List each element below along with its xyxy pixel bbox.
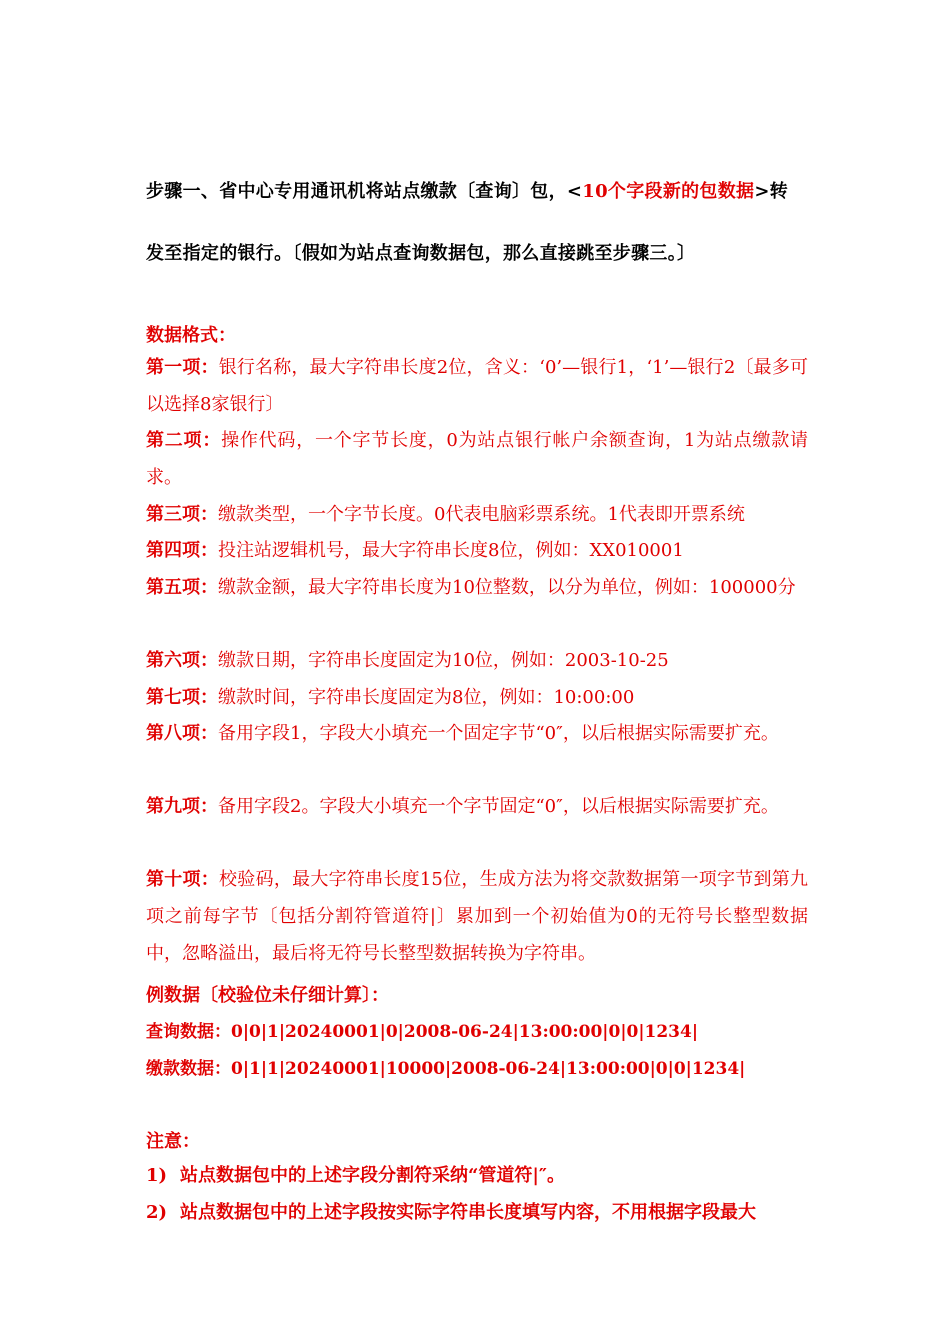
item-1	[146, 349, 808, 423]
item-7-text: 缴款时间，字符串长度固定为8位，例如：10:00:00	[218, 687, 635, 708]
item-10-label: 第十项：	[146, 869, 220, 890]
item-8-text: 备用字段1，字段大小填充一个固定字节“0″，以后根据实际需要扩充。	[218, 723, 779, 744]
format-heading: 数据格式：	[146, 325, 236, 346]
item-7-label: 第七项：	[146, 687, 218, 708]
item-4-text: 投注站逻辑机号，最大字符串长度8位，例如：XX010001	[218, 540, 684, 561]
item-10-text: 校验码，最大字符串长度15位，生成方法为将交款数据第一项字节到第九项之前每字节〔包括分割符管道符|〕累加到一个初始值为0的无符号长整型数据中，忽略溢出，最后将无符号长整型数据转换为字符串。	[146, 869, 809, 964]
note-1-number: 1)	[146, 1165, 168, 1186]
item-1-label: 第一项：	[146, 357, 219, 378]
item-3	[146, 496, 808, 533]
note-2	[146, 1198, 808, 1224]
pay-example: 缴款数据：0|1|1|20240001|10000|2008-06-24|13:00:00|0|0|1234|	[146, 1059, 746, 1079]
item-5	[146, 569, 808, 606]
item-7	[146, 679, 808, 716]
item-6	[146, 642, 808, 679]
step1-line1-post: >转	[754, 181, 789, 202]
note-2-number: 2)	[146, 1202, 168, 1223]
item-2	[146, 422, 808, 496]
item-6-label: 第六项：	[146, 650, 218, 671]
item-9	[146, 788, 808, 825]
item-8-label: 第八项：	[146, 723, 218, 744]
item-4	[146, 532, 808, 569]
step1-line1-pre: 步骤一、省中心专用通讯机将站点缴款〔查询〕包，<	[146, 181, 583, 202]
item-10	[146, 861, 808, 972]
note-1-text: 站点数据包中的上述字段分割符采纳“管道符|″。	[180, 1165, 565, 1186]
item-5-text: 缴款金额，最大字符串长度为10位整数，以分为单位，例如：100000分	[218, 577, 796, 598]
example-heading: 例数据〔校验位未仔细计算〕：	[146, 985, 389, 1006]
item-3-text: 缴款类型，一个字节长度。0代表电脑彩票系统。1代表即开票系统	[218, 504, 745, 525]
step1-line1	[146, 177, 808, 203]
item-4-label: 第四项：	[146, 540, 218, 561]
notes-heading: 注意：	[146, 1131, 200, 1152]
item-6-text: 缴款日期，字符串长度固定为10位，例如：2003-10-25	[218, 650, 669, 671]
item-9-label: 第九项：	[146, 796, 218, 817]
step1-highlight: 10个字段新的包数据	[582, 181, 755, 202]
item-8	[146, 715, 808, 752]
item-5-label: 第五项：	[146, 577, 218, 598]
step1-line2: 发至指定的银行。〔假如为站点查询数据包，那么直接跳至步骤三。〕	[146, 243, 696, 264]
item-1-text: 银行名称，最大字符串长度2位，含义：‘0’—银行1，‘1’—银行2〔最多可以选择8家银行〕	[146, 357, 808, 415]
note-2-text: 站点数据包中的上述字段按实际字符串长度填写内容，不用根据字段最大	[180, 1202, 756, 1223]
item-2-text: 操作代码，一个字节长度，0为站点银行帐户余额查询，1为站点缴款请求。	[146, 430, 809, 488]
note-1	[146, 1161, 808, 1187]
item-9-text: 备用字段2。字段大小填充一个字节固定“0″，以后根据实际需要扩充。	[218, 796, 779, 817]
item-2-label: 第二项：	[146, 430, 222, 451]
query-example: 查询数据：0|0|1|20240001|0|2008-06-24|13:00:00|0|0|1234|	[146, 1022, 699, 1042]
item-3-label: 第三项：	[146, 504, 218, 525]
